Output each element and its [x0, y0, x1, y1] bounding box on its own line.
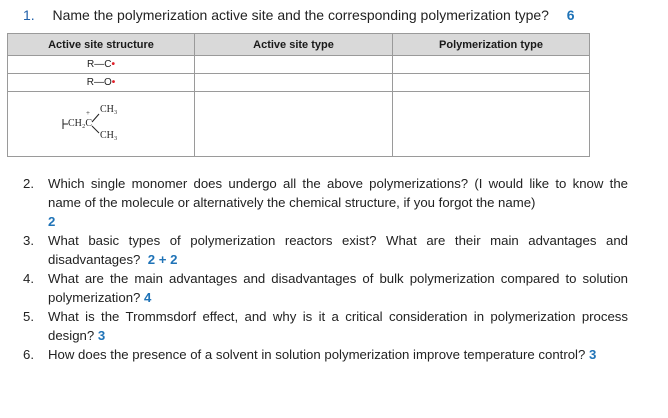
structure-oxygen-radical — [8, 74, 195, 92]
methyl-top: CH₃ — [100, 104, 118, 115]
question-number: 6. — [23, 347, 34, 362]
question-points: 2 — [48, 214, 56, 229]
question-6 — [0, 345, 628, 364]
question-number: 2. — [23, 176, 34, 191]
polymerization-type-cell[interactable] — [393, 56, 590, 74]
active-site-table — [7, 33, 590, 157]
methyl-bottom: CH₃ — [100, 130, 118, 141]
question-text: How does the presence of a solvent in solution polymerization improve temperature control? — [48, 347, 586, 362]
question-1 — [23, 6, 575, 24]
active-site-type-cell[interactable] — [195, 56, 393, 74]
cationic-carbon: C — [85, 118, 93, 129]
question-points: 4 — [144, 290, 152, 305]
question-3 — [0, 231, 628, 269]
question-points: 2 + 2 — [147, 252, 178, 267]
question-text: What are the main advantages and disadvantages of bulk polymerization compared to solution polymerization? — [48, 271, 628, 305]
question-text: What basic types of polymerization reactors exist? What are their main advantages and disadvantages? — [48, 233, 628, 267]
header-active-site-type: Active site type — [195, 34, 393, 56]
structure-carbocation — [8, 92, 195, 157]
question-points: 3 — [588, 347, 597, 362]
structure-text: R—C — [87, 59, 112, 70]
plus-charge: + — [86, 109, 90, 117]
question-1-text: Name the polymerization active site and the corresponding polymerization type? — [52, 7, 549, 23]
question-4 — [0, 269, 628, 307]
question-2 — [0, 174, 628, 231]
question-1-points: 6 — [566, 7, 575, 23]
carbocation-structure-drawing — [8, 92, 195, 156]
table-header-row — [8, 34, 590, 56]
table-row — [8, 92, 590, 157]
radical-dot: • — [111, 77, 116, 88]
header-active-site-structure: Active site structure — [8, 34, 195, 56]
structure-text: R—O — [86, 77, 112, 88]
question-list — [0, 174, 628, 364]
active-site-type-cell[interactable] — [195, 74, 393, 92]
structure-carbon-radical — [8, 56, 195, 74]
table-row — [8, 56, 590, 74]
ch2-group: CH₂ — [68, 118, 86, 129]
question-text: Which single monomer does undergo all the above polymerizations? (I would like to know the name of the molecule or alternatively the chemical structure, if you forgot the name) — [48, 176, 628, 210]
polymerization-type-cell[interactable] — [393, 74, 590, 92]
question-number: 5. — [23, 309, 34, 324]
radical-dot: • — [111, 59, 115, 70]
question-points: 3 — [97, 328, 106, 343]
active-site-type-cell[interactable] — [195, 92, 393, 157]
question-5 — [0, 307, 628, 345]
table-row — [8, 74, 590, 92]
bond-lines — [8, 92, 195, 156]
question-number: 3. — [23, 233, 34, 248]
polymerization-type-cell[interactable] — [393, 92, 590, 157]
question-1-number: 1. — [23, 7, 35, 23]
header-polymerization-type: Polymerization type — [393, 34, 590, 56]
question-text: What is the Trommsdorf effect, and why is it a critical consideration in polymerization process design? — [48, 309, 628, 343]
question-number: 4. — [23, 271, 34, 286]
